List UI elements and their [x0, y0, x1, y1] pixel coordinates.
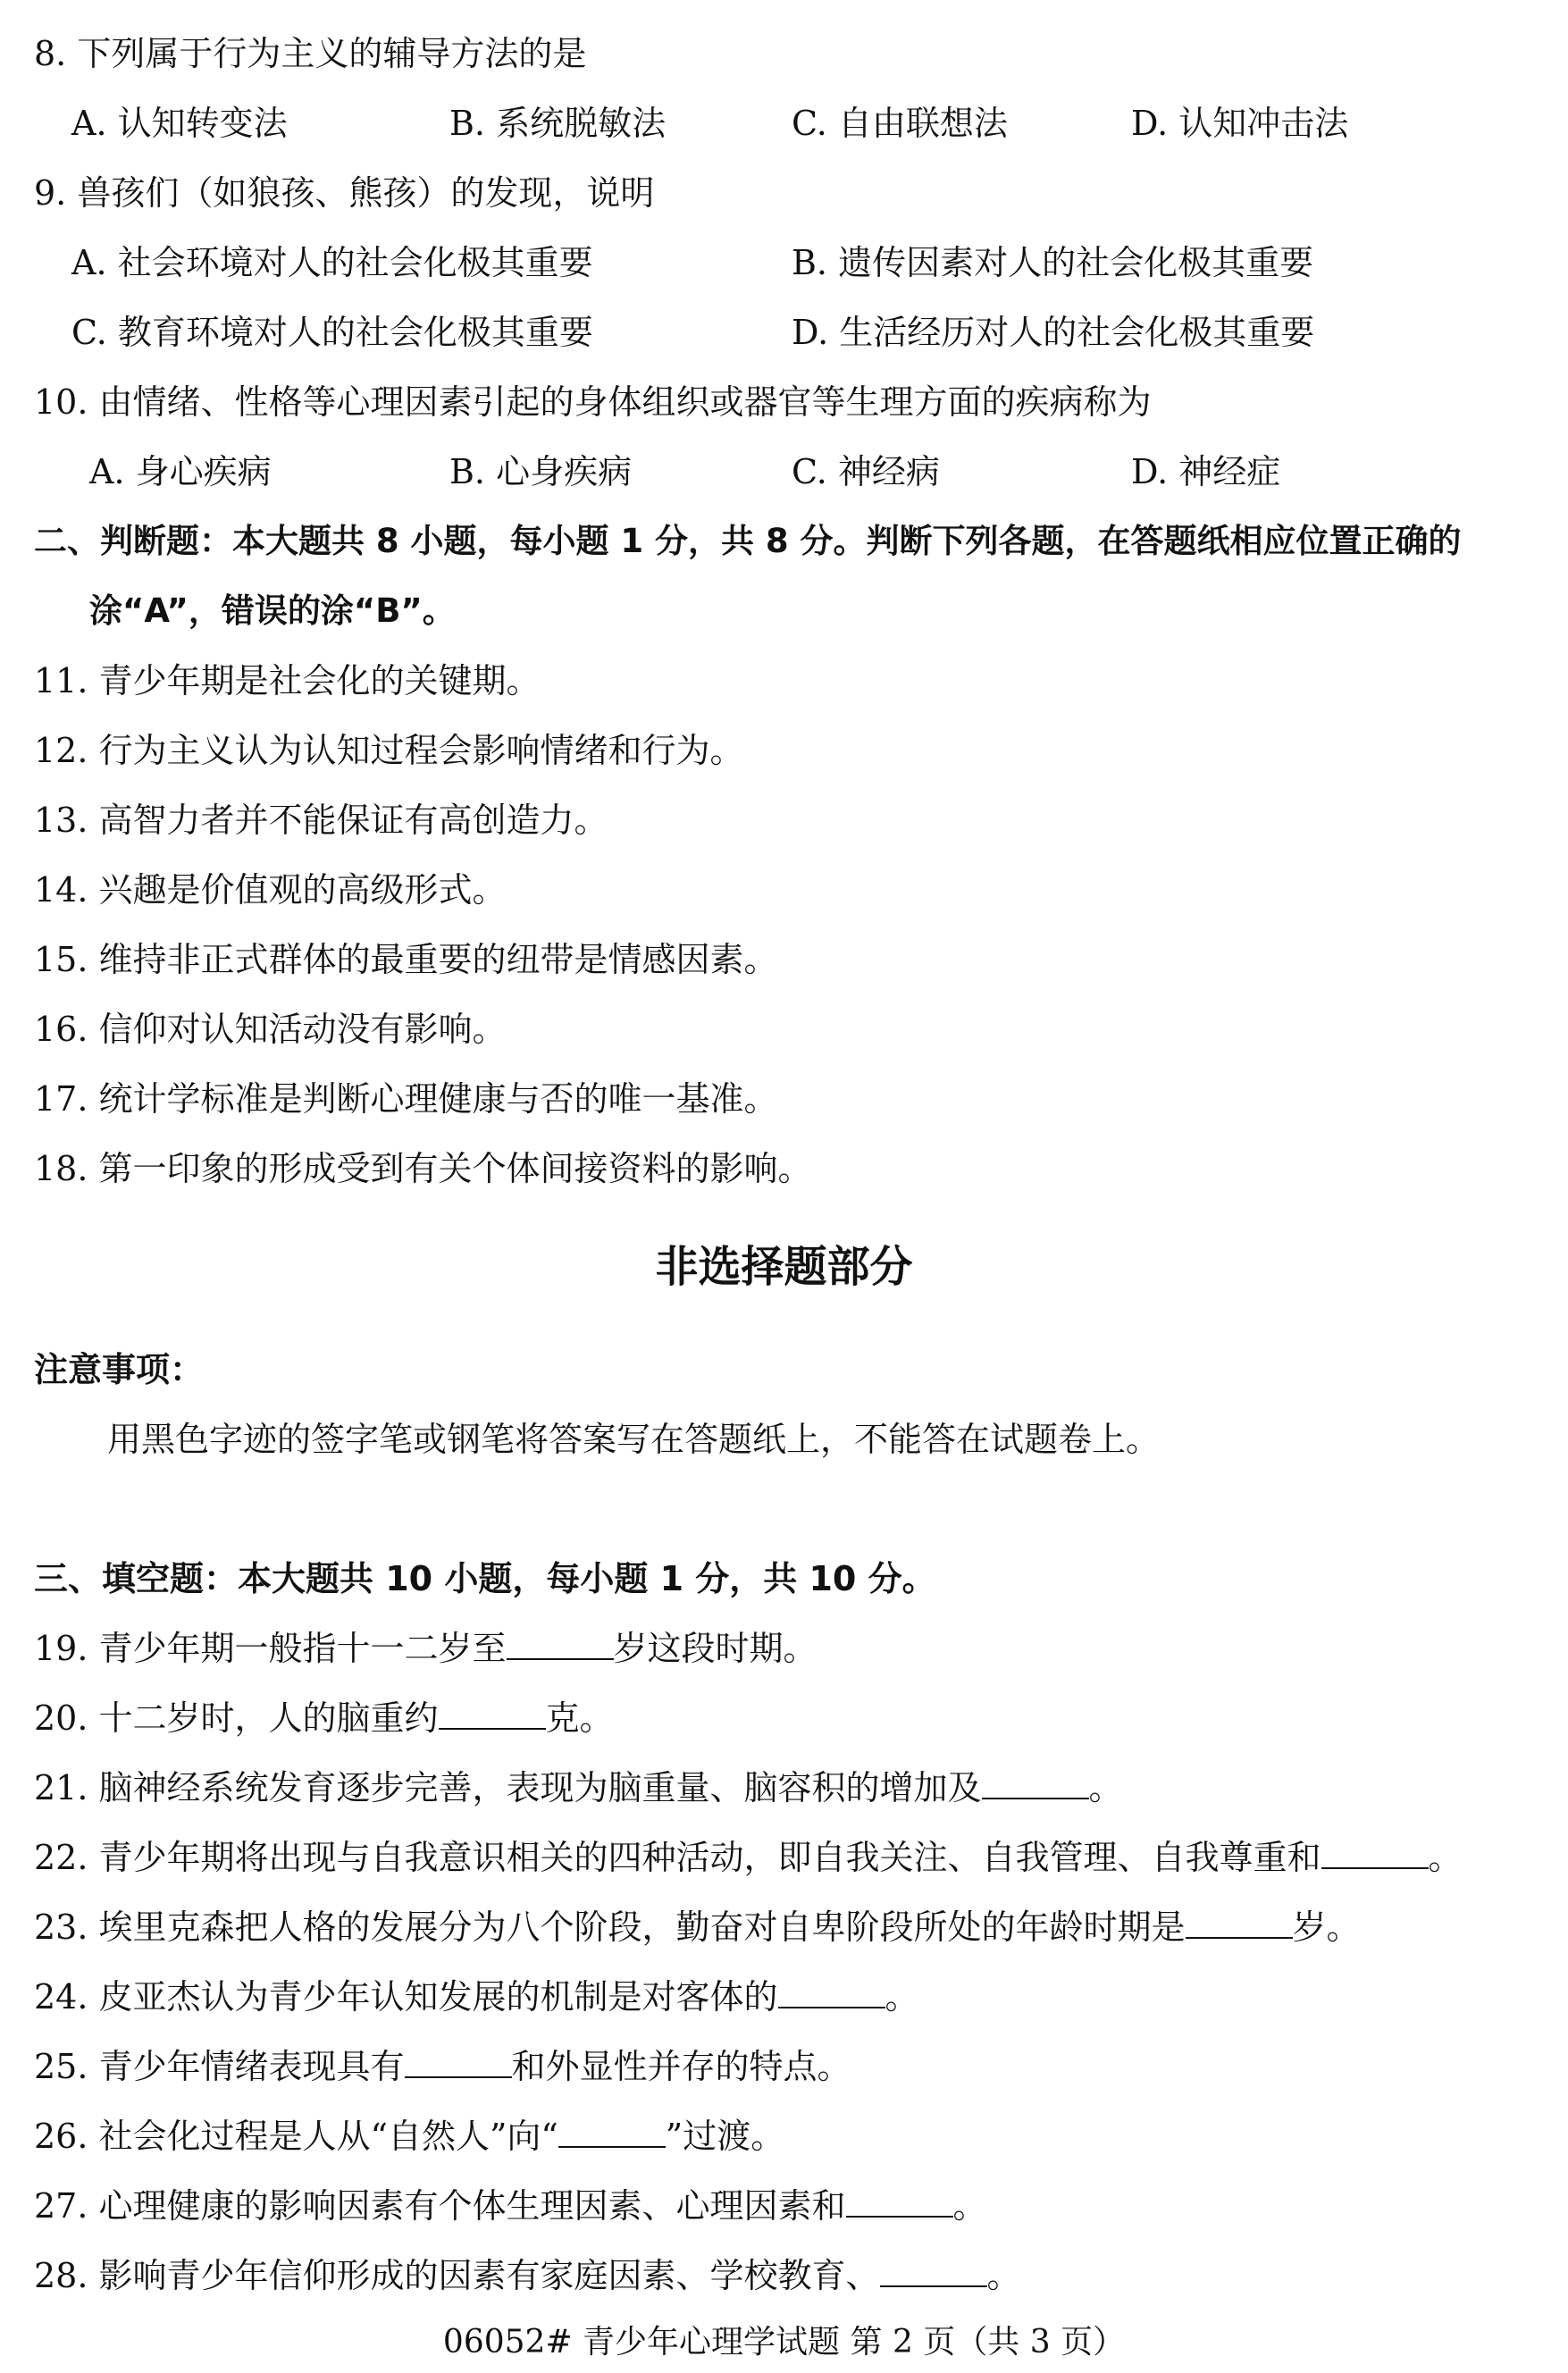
item-text: 23. 埃里克森把人格的发展分为八个阶段，勤奋对自卑阶段所处的年龄时期是: [34, 1908, 1186, 1947]
fill-blank-item: [34, 1835, 1541, 1880]
item-text: 24. 皮亚杰认为青少年认知发展的机制是对客体的: [34, 1977, 778, 2017]
question-stem: 10. 由情绪、性格等心理因素引起的身体组织或器官等生理方面的疾病称为: [34, 382, 1152, 422]
answer-blank: [439, 1699, 546, 1730]
item-text: 20. 十二岁时，人的脑重约: [34, 1698, 439, 1738]
judgment-item: 17. 统计学标准是判断心理健康与否的唯一基准。: [34, 1079, 778, 1119]
judgment-item: 12. 行为主义认为认知过程会影响情绪和行为。: [34, 731, 744, 770]
item-text: 25. 青少年情绪表现具有: [34, 2047, 405, 2086]
judgment-item: 13. 高智力者并不能保证有高创造力。: [34, 801, 608, 840]
item-text: 27. 心理健康的影响因素有个体生理因素、心理因素和: [34, 2186, 846, 2226]
judgment-item: 18. 第一印象的形成受到有关个体间接资料的影响。: [34, 1149, 812, 1188]
page-footer: 06052# 青少年心理学试题 第 2 页（共 3 页）: [442, 2324, 1126, 2360]
option-c: C. 教育环境对人的社会化极其重要: [71, 313, 593, 352]
answer-blank: [982, 1769, 1089, 1799]
option-c: C. 神经病: [792, 452, 940, 491]
judgment-item: 16. 信仰对认知活动没有影响。: [34, 1010, 507, 1049]
answer-blank: [846, 2187, 953, 2218]
item-text-end: 克。: [545, 1698, 614, 1738]
question-stem: 8. 下列属于行为主义的辅导方法的是: [34, 34, 587, 73]
answer-blank: [507, 1630, 614, 1660]
judgment-item: 15. 维持非正式群体的最重要的纽带是情感因素。: [34, 940, 778, 979]
answer-blank: [1186, 1908, 1293, 1939]
item-text-end: 。: [885, 1977, 919, 2017]
answer-blank: [880, 2257, 987, 2287]
item-text: 26. 社会化过程是人从“自然人”向“: [34, 2117, 558, 2156]
option-d: D. 神经症: [1131, 452, 1281, 491]
option-a: A. 社会环境对人的社会化极其重要: [71, 243, 593, 282]
section-heading: 三、填空题：本大题共 10 小题，每小题 1 分，共 10 分。: [34, 1559, 936, 1598]
item-text-end: 岁这段时期。: [613, 1629, 818, 1668]
option-b: B. 遗传因素对人的社会化极其重要: [792, 243, 1314, 282]
answer-blank: [405, 2048, 512, 2078]
fill-blank-item: [34, 1626, 1541, 1671]
option-d: D. 生活经历对人的社会化极其重要: [792, 313, 1315, 352]
item-text: 22. 青少年期将出现与自我意识相关的四种活动，即自我关注、自我管理、自我尊重和: [34, 1838, 1321, 1877]
fill-blank-item: [34, 2184, 1541, 2228]
judgment-item: 14. 兴趣是价值观的高级形式。: [34, 870, 507, 910]
fill-blank-item: [34, 2253, 1541, 2298]
item-text-end: 。: [986, 2256, 1021, 2295]
item-text-end: 。: [952, 2186, 987, 2226]
notice-label: 注意事项：: [34, 1350, 205, 1389]
fill-blank-item: [34, 1905, 1541, 1950]
option-d: D. 认知冲击法: [1131, 104, 1349, 143]
item-text: 19. 青少年期一般指十一二岁至: [34, 1629, 507, 1668]
part-title: 非选择题部分: [655, 1242, 913, 1292]
item-text-end: 。: [1088, 1768, 1123, 1807]
item-text: 21. 脑神经系统发育逐步完善，表现为脑重量、脑容积的增加及: [34, 1768, 982, 1807]
fill-blank-item: [34, 2044, 1541, 2089]
fill-blank-item: [34, 1765, 1541, 1810]
fill-blank-item: [34, 1696, 1541, 1740]
fill-blank-item: [34, 2114, 1541, 2159]
answer-blank: [558, 2117, 666, 2148]
answer-blank: [778, 1978, 885, 2008]
option-c: C. 自由联想法: [792, 104, 1008, 143]
section-heading-continued: 涂“A”，错误的涂“B”。: [89, 591, 456, 630]
option-a: A. 身心疾病: [89, 452, 272, 491]
section-heading: 二、判断题：本大题共 8 小题，每小题 1 分，共 8 分。判断下列各题，在答题纸相应位置正确的: [34, 522, 1462, 560]
item-text-end: ”过渡。: [665, 2117, 785, 2156]
question-stem: 9. 兽孩们（如狼孩、熊孩）的发现，说明: [34, 173, 655, 213]
item-text-end: 和外显性并存的特点。: [511, 2047, 851, 2086]
item-text: 28. 影响青少年信仰形成的因素有家庭因素、学校教育、: [34, 2256, 880, 2295]
item-text-end: 。: [1428, 1838, 1463, 1877]
notice-text: 用黑色字迹的签字笔或钢笔将答案写在答题纸上，不能答在试题卷上。: [107, 1420, 1161, 1459]
answer-blank: [1321, 1839, 1429, 1869]
fill-blank-item: [34, 1975, 1541, 2019]
judgment-item: 11. 青少年期是社会化的关键期。: [34, 661, 541, 700]
item-text-end: 岁。: [1292, 1908, 1361, 1947]
option-b: B. 心身疾病: [449, 452, 633, 491]
option-b: B. 系统脱敏法: [449, 104, 667, 143]
option-a: A. 认知转变法: [71, 104, 288, 143]
